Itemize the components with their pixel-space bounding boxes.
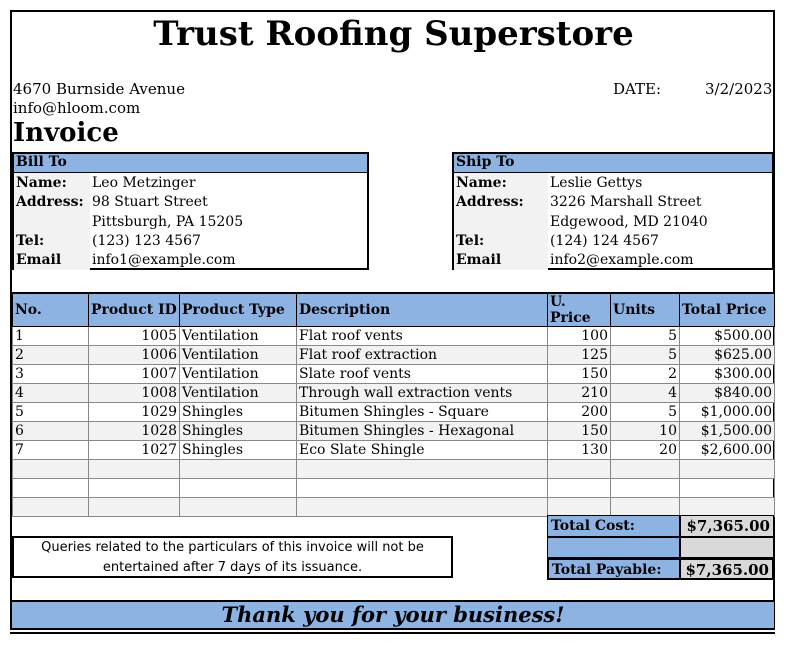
cell-total-price: $1,000.00 — [680, 403, 775, 422]
table-row — [13, 479, 775, 498]
cell-units: 20 — [611, 441, 680, 460]
terms-note-line2: entertained after 7 days of its issuance. — [102, 560, 363, 575]
cell-product-type: Shingles — [180, 422, 297, 441]
totals-spacer-value — [680, 537, 774, 558]
cell-description: Slate roof vents — [297, 365, 548, 384]
ship-to-heading: Ship To — [454, 154, 772, 173]
col-header-product-type: Product Type — [180, 293, 297, 327]
cell-no: 2 — [13, 346, 89, 365]
cell-description — [297, 460, 548, 479]
cell-unit-price: 150 — [548, 422, 611, 441]
cell-product-id: 1027 — [89, 441, 180, 460]
cell-unit-price — [548, 498, 611, 517]
cell-unit-price: 125 — [548, 346, 611, 365]
cell-product-type — [180, 460, 297, 479]
cell-total-price: $2,600.00 — [680, 441, 775, 460]
ship-to-email: info2@example.com — [550, 252, 694, 268]
cell-description: Flat roof vents — [297, 327, 548, 346]
cell-product-type — [180, 498, 297, 517]
cell-product-id — [89, 460, 180, 479]
bill-to-email-label: Email — [16, 252, 62, 268]
ship-to-box — [452, 152, 774, 270]
cell-units — [611, 479, 680, 498]
terms-note — [12, 536, 453, 578]
thank-you-banner: Thank you for your business! — [12, 600, 774, 630]
cell-product-type: Ventilation — [180, 346, 297, 365]
cell-total-price — [680, 498, 775, 517]
table-row — [13, 346, 775, 365]
ship-to-address-line2: Edgewood, MD 21040 — [550, 214, 708, 230]
cell-no — [13, 460, 89, 479]
cell-description — [297, 498, 548, 517]
col-header-no: No. — [13, 293, 89, 327]
cell-product-type: Ventilation — [180, 327, 297, 346]
cell-description: Bitumen Shingles - Square — [297, 403, 548, 422]
cell-units: 5 — [611, 346, 680, 365]
col-header-units: Units — [611, 293, 680, 327]
bill-to-address-line1: 98 Stuart Street — [92, 194, 208, 210]
table-row — [13, 441, 775, 460]
table-header-row — [13, 293, 775, 327]
terms-note-line1: Queries related to the particulars of this invoice will not be — [41, 540, 424, 555]
cell-total-price: $625.00 — [680, 346, 775, 365]
bill-to-email: info1@example.com — [92, 252, 236, 268]
cell-unit-price — [548, 460, 611, 479]
total-cost-value: $7,365.00 — [680, 515, 774, 537]
cell-product-id — [89, 498, 180, 517]
cell-total-price — [680, 479, 775, 498]
cell-description — [297, 479, 548, 498]
date-label: DATE: — [613, 80, 662, 98]
cell-no — [13, 498, 89, 517]
cell-product-id: 1029 — [89, 403, 180, 422]
cell-total-price: $840.00 — [680, 384, 775, 403]
bill-to-heading: Bill To — [14, 154, 367, 173]
bill-to-box — [12, 152, 369, 270]
cell-units — [611, 498, 680, 517]
cell-units: 5 — [611, 403, 680, 422]
cell-product-id: 1006 — [89, 346, 180, 365]
cell-product-id: 1007 — [89, 365, 180, 384]
bill-to-name-label: Name: — [16, 175, 67, 191]
cell-units: 2 — [611, 365, 680, 384]
cell-total-price: $300.00 — [680, 365, 775, 384]
cell-units — [611, 460, 680, 479]
cell-description: Flat roof extraction — [297, 346, 548, 365]
date-value: 3/2/2023 — [705, 80, 773, 98]
cell-unit-price: 210 — [548, 384, 611, 403]
bottom-rule — [10, 632, 775, 634]
cell-units: 10 — [611, 422, 680, 441]
ship-to-name: Leslie Gettys — [550, 175, 643, 191]
cell-product-type: Shingles — [180, 403, 297, 422]
ship-to-tel-label: Tel: — [456, 233, 485, 249]
cell-no: 7 — [13, 441, 89, 460]
cell-unit-price: 200 — [548, 403, 611, 422]
bill-to-tel: (123) 123 4567 — [92, 233, 201, 249]
cell-no: 1 — [13, 327, 89, 346]
cell-units: 5 — [611, 327, 680, 346]
table-row — [13, 365, 775, 384]
ship-to-name-label: Name: — [456, 175, 507, 191]
cell-product-type: Ventilation — [180, 384, 297, 403]
cell-unit-price: 130 — [548, 441, 611, 460]
cell-no: 5 — [13, 403, 89, 422]
cell-product-id: 1008 — [89, 384, 180, 403]
table-row — [13, 403, 775, 422]
bill-to-address-line2: Pittsburgh, PA 15205 — [92, 214, 244, 230]
col-header-total-price: Total Price — [680, 293, 775, 327]
cell-description: Eco Slate Shingle — [297, 441, 548, 460]
company-email: info@hloom.com — [13, 99, 141, 117]
page-title: Invoice — [13, 118, 119, 148]
cell-units: 4 — [611, 384, 680, 403]
company-address: 4670 Burnside Avenue — [13, 80, 185, 98]
cell-unit-price: 150 — [548, 365, 611, 384]
cell-unit-price: 100 — [548, 327, 611, 346]
cell-product-type — [180, 479, 297, 498]
ship-to-address-label: Address: — [456, 194, 524, 210]
table-row — [13, 327, 775, 346]
cell-total-price — [680, 460, 775, 479]
cell-no — [13, 479, 89, 498]
total-payable-value: $7,365.00 — [680, 558, 774, 580]
cell-product-id: 1005 — [89, 327, 180, 346]
cell-total-price: $500.00 — [680, 327, 775, 346]
cell-product-type: Ventilation — [180, 365, 297, 384]
ship-to-address-line1: 3226 Marshall Street — [550, 194, 702, 210]
col-header-product-id: Product ID — [89, 293, 180, 327]
total-cost-label: Total Cost: — [547, 515, 680, 537]
ship-to-tel: (124) 124 4567 — [550, 233, 659, 249]
bill-to-address-label: Address: — [16, 194, 84, 210]
col-header-unit-price: U. Price — [548, 293, 611, 327]
cell-no: 3 — [13, 365, 89, 384]
table-row — [13, 460, 775, 479]
col-header-description: Description — [297, 293, 548, 327]
ship-to-email-label: Email — [456, 252, 502, 268]
company-name: Trust Roofing Superstore — [153, 14, 634, 54]
bill-to-tel-label: Tel: — [16, 233, 45, 249]
table-row — [13, 384, 775, 403]
cell-total-price: $1,500.00 — [680, 422, 775, 441]
cell-unit-price — [548, 479, 611, 498]
total-payable-label: Total Payable: — [547, 558, 680, 580]
cell-description: Through wall extraction vents — [297, 384, 548, 403]
cell-no: 6 — [13, 422, 89, 441]
table-row — [13, 498, 775, 517]
cell-description: Bitumen Shingles - Hexagonal — [297, 422, 548, 441]
cell-no: 4 — [13, 384, 89, 403]
cell-product-id: 1028 — [89, 422, 180, 441]
cell-product-type: Shingles — [180, 441, 297, 460]
items-table — [12, 292, 775, 517]
totals-spacer-label — [547, 537, 680, 558]
bill-to-name: Leo Metzinger — [92, 175, 196, 191]
cell-product-id — [89, 479, 180, 498]
table-row — [13, 422, 775, 441]
